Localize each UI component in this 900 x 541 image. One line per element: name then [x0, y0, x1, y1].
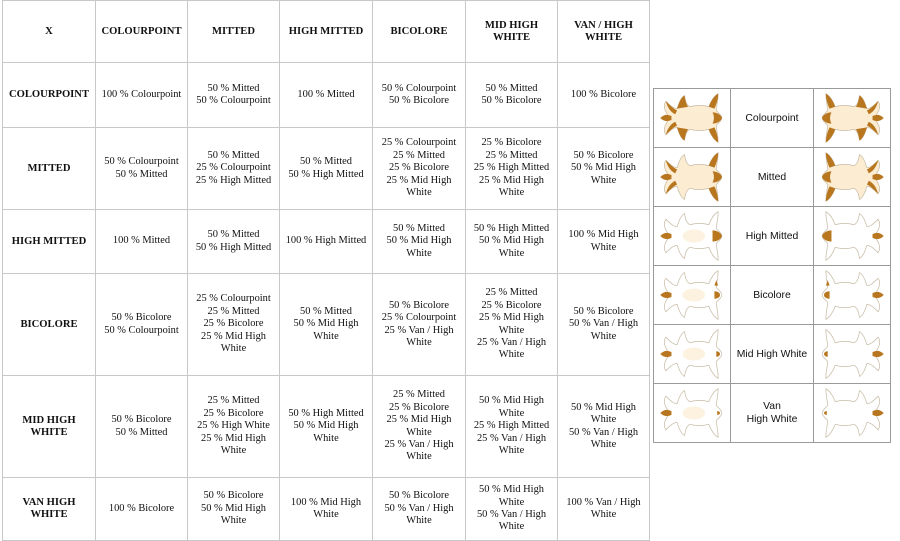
result-line: 25 % Bicolore — [203, 318, 264, 330]
result-line: 50 % Mid High White — [479, 395, 544, 419]
result-line: 50 % Bicolore — [573, 149, 634, 161]
table-row — [3, 478, 650, 541]
pelt-right-icon — [815, 267, 889, 323]
result-line: 50 % Bicolore — [388, 95, 450, 106]
result-cell — [466, 376, 558, 478]
result-line: 50 % High Mitted — [288, 407, 364, 419]
result-line: 50 % Colourpoint — [381, 82, 457, 94]
cross-table — [2, 0, 650, 541]
result-line: 25 % Bicolore — [388, 401, 450, 413]
result-cell — [466, 128, 558, 210]
legend-pelt-front — [654, 384, 731, 443]
result-line: 25 % Mitted — [485, 149, 538, 161]
result-cell — [373, 128, 466, 210]
row-header: VAN HIGH WHITE — [3, 478, 96, 541]
result-line: 50 % Colourpoint — [104, 156, 179, 168]
legend-pelt-back — [814, 89, 891, 148]
legend-row — [654, 207, 891, 266]
pelt-left-icon — [655, 149, 729, 205]
column-header: COLOURPOINT — [96, 1, 188, 63]
column-header: VAN / HIGH WHITE — [558, 1, 650, 63]
result-line: 50 % Van / High White — [568, 318, 639, 342]
pelt-right-icon — [815, 149, 889, 205]
result-line: 25 % High Mitted — [473, 162, 550, 174]
result-line: 50 % Mid High White — [293, 420, 359, 444]
result-cell — [188, 63, 280, 128]
result-cell — [280, 128, 373, 210]
result-line: 100 % Mitted — [297, 88, 355, 100]
result-cell — [466, 63, 558, 128]
result-line: 100 % Colourpoint — [101, 88, 182, 100]
legend-label: Colourpoint — [731, 89, 814, 148]
result-cell — [96, 128, 188, 210]
result-line: 25 % Mid High White — [479, 312, 544, 336]
legend-pelt-back — [814, 266, 891, 325]
result-line: 25 % Van / High White — [476, 432, 547, 457]
column-header: BICOLORE — [373, 1, 466, 63]
result-line: 50 % Colourpoint — [196, 95, 271, 106]
result-line: 100 % Mitted — [112, 235, 171, 247]
result-line: 50 % Mid High White — [571, 401, 636, 426]
result-line: 50 % Bicolore — [111, 414, 172, 426]
table-row — [3, 274, 650, 376]
legend-label: Mid High White — [731, 325, 814, 384]
pelt-left-icon — [655, 267, 729, 323]
table-row — [3, 376, 650, 478]
result-cell — [280, 376, 373, 478]
result-line: 25 % Bicolore — [481, 137, 542, 149]
result-line: 100 % Mid High White — [568, 229, 639, 253]
result-cell — [466, 478, 558, 541]
legend-label: Bicolore — [731, 266, 814, 325]
row-header: MID HIGH WHITE — [3, 376, 96, 478]
result-cell — [280, 63, 373, 128]
result-line: 25 % Mitted — [207, 305, 260, 317]
result-cell — [373, 478, 466, 541]
result-line: 100 % Bicolore — [108, 502, 175, 514]
result-line: 25 % Mitted — [207, 395, 260, 407]
legend-row — [654, 384, 891, 443]
legend-pelt-front — [654, 207, 731, 266]
result-line: 50 % Mitted — [393, 222, 445, 234]
table-row — [3, 210, 650, 274]
result-line: 25 % High Mitted — [195, 174, 272, 186]
result-cell — [280, 274, 373, 376]
result-line: 50 % Mid High White — [386, 235, 452, 259]
result-line: 50 % Mid High White — [201, 502, 266, 527]
result-cell — [280, 210, 373, 274]
result-cell — [280, 478, 373, 541]
pelt-left-icon — [655, 385, 729, 441]
legend-row — [654, 89, 891, 148]
result-line: 50 % Mitted — [207, 82, 260, 94]
pelt-right-icon — [815, 90, 889, 146]
legend-row — [654, 266, 891, 325]
result-cell — [96, 376, 188, 478]
result-line: 50 % Mitted — [485, 82, 538, 94]
legend-pelt-back — [814, 148, 891, 207]
result-cell — [558, 210, 650, 274]
result-line: 50 % Bicolore — [573, 305, 634, 317]
result-line: 25 % Mid High White — [386, 174, 452, 199]
result-cell — [96, 210, 188, 274]
legend-pelt-front — [654, 148, 731, 207]
result-line: 50 % Mitted — [115, 426, 168, 438]
result-line: 25 % High White — [197, 420, 270, 432]
result-line: 25 % Bicolore — [203, 407, 264, 419]
result-cell — [466, 210, 558, 274]
result-line: 50 % High Mitted — [288, 168, 364, 180]
result-cell — [188, 128, 280, 210]
table-row — [3, 63, 650, 128]
result-line: 50 % Van / High White — [568, 426, 639, 450]
result-line: 50 % Mitted — [207, 149, 260, 161]
result-line: 50 % Mitted — [300, 305, 352, 317]
result-line: 25 % High Mitted — [473, 420, 550, 432]
pelt-left-icon — [655, 208, 729, 264]
result-line: 25 % Mitted — [393, 389, 445, 401]
result-cell — [558, 274, 650, 376]
pelt-right-icon — [815, 326, 889, 382]
result-line: 50 % Bicolore — [388, 490, 450, 502]
result-line: 100 % Mid High White — [290, 496, 362, 520]
column-header: MITTED — [188, 1, 280, 63]
result-cell — [188, 210, 280, 274]
legend-pelt-back — [814, 325, 891, 384]
legend-pelt-front — [654, 89, 731, 148]
row-header: BICOLORE — [3, 274, 96, 376]
pattern-legend — [653, 88, 891, 443]
result-line: 25 % Van / High White — [476, 336, 547, 361]
result-cell — [96, 63, 188, 128]
result-cell — [373, 376, 466, 478]
result-cell — [373, 63, 466, 128]
result-line: 25 % Mid High White — [479, 174, 544, 199]
result-line: 50 % Mid High White — [479, 235, 544, 259]
result-line: 25 % Colourpoint — [196, 162, 271, 174]
result-line: 25 % Mitted — [393, 149, 445, 161]
result-cell — [188, 478, 280, 541]
legend-pelt-front — [654, 325, 731, 384]
legend-label: Mitted — [731, 148, 814, 207]
result-line: 25 % Colourpoint — [381, 137, 457, 149]
column-header: MID HIGH WHITE — [466, 1, 558, 63]
result-line: 50 % Mid High White — [479, 484, 544, 508]
result-line: 50 % Bicolore — [111, 312, 172, 324]
header-row — [3, 1, 650, 63]
result-line: 50 % Mitted — [300, 156, 352, 168]
result-line: 25 % Bicolore — [481, 299, 542, 311]
legend-row — [654, 148, 891, 207]
result-line: 50 % Bicolore — [388, 299, 450, 311]
legend-row — [654, 325, 891, 384]
result-line: 25 % Colourpoint — [196, 293, 271, 305]
result-line: 25 % Mitted — [485, 287, 538, 299]
column-header: HIGH MITTED — [280, 1, 373, 63]
result-line: 50 % Colourpoint — [104, 324, 179, 336]
result-line: 50 % Van / High White — [476, 509, 547, 533]
result-line: 100 % Bicolore — [570, 88, 637, 100]
result-line: 50 % Mid High White — [293, 318, 359, 342]
result-line: 100 % High Mitted — [285, 235, 367, 247]
result-cell — [466, 274, 558, 376]
pelt-left-icon — [655, 90, 729, 146]
result-line: 25 % Bicolore — [388, 162, 450, 174]
result-cell — [96, 274, 188, 376]
row-header: HIGH MITTED — [3, 210, 96, 274]
result-line: 50 % Van / High White — [384, 502, 454, 527]
legend-pelt-back — [814, 207, 891, 266]
result-cell — [373, 210, 466, 274]
result-cell — [188, 376, 280, 478]
corner-cell: X — [3, 1, 96, 63]
result-line: 100 % Van / High White — [566, 496, 641, 520]
result-line: 25 % Van / High White — [384, 324, 454, 348]
result-line: 25 % Van / High White — [384, 438, 454, 463]
result-cell — [373, 274, 466, 376]
legend-label: Van High White — [731, 384, 814, 443]
result-cell — [188, 274, 280, 376]
result-line: 25 % Colourpoint — [381, 312, 457, 324]
legend-pelt-front — [654, 266, 731, 325]
result-cell — [558, 376, 650, 478]
pelt-right-icon — [815, 208, 889, 264]
row-header: MITTED — [3, 128, 96, 210]
result-line: 50 % High Mitted — [195, 241, 272, 253]
result-line: 50 % Mitted — [115, 168, 168, 180]
result-line: 50 % High Mitted — [473, 222, 550, 234]
result-line: 50 % Mitted — [207, 229, 260, 241]
result-line: 50 % Mid High White — [571, 162, 636, 186]
result-cell — [558, 478, 650, 541]
row-header: COLOURPOINT — [3, 63, 96, 128]
pelt-right-icon — [815, 385, 889, 441]
result-cell — [96, 478, 188, 541]
result-cell — [558, 63, 650, 128]
result-line: 50 % Bicolore — [203, 490, 264, 502]
result-cell — [558, 128, 650, 210]
pelt-left-icon — [655, 326, 729, 382]
legend-label: High Mitted — [731, 207, 814, 266]
result-line: 25 % Mid High White — [201, 330, 266, 355]
result-line: 50 % Bicolore — [481, 95, 542, 106]
result-line: 25 % Mid High White — [386, 414, 452, 438]
result-line: 25 % Mid High White — [201, 432, 266, 457]
table-row — [3, 128, 650, 210]
legend-pelt-back — [814, 384, 891, 443]
